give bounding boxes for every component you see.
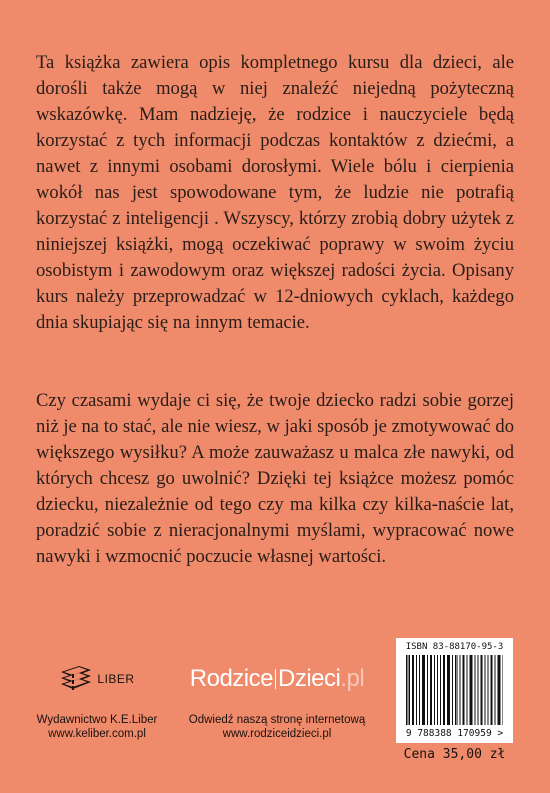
barcode-icon xyxy=(406,655,503,725)
publisher-name: Wydawnictwo K.E.Liber xyxy=(36,714,158,726)
partner-logo-part1: Rodzice xyxy=(189,665,273,692)
logo-separator xyxy=(275,669,276,689)
publisher-block xyxy=(22,650,172,740)
description-paragraph-1: Ta książka zawiera opis kompletnego kursu dla dzieci, ale dorośli także mogą w niej znaleźć niejedną pożyteczną wskazówkę. Mam nadzieję, że rodzice i nauczyciele będą korzystać z tych informacji podczas kontaktów z dziećmi, a nawet z innymi osobami dorosłymi. Wiele bólu i cierpienia wokół nas jest spowodowane tym, że ludzie nie potrafią korzystać z inteligencji . Wszyscy, którzy zrobią dobry użytek z niniejszej książki, mogą oczekiwać poprawy w swoim życiu osobistym i zawodowym oraz większej radości życia. Opisany kurs należy przeprowadzać w 12-dniowych cyklach, każdego dnia skupiając się na innym temacie. xyxy=(36,52,514,333)
partner-block xyxy=(172,650,382,740)
publisher-logo xyxy=(22,650,172,708)
partner-url: www.rodziceidzieci.pl xyxy=(222,728,332,740)
partner-logo-suffix: .pl xyxy=(340,665,365,692)
stacked-books-icon xyxy=(59,664,93,694)
barcode-box xyxy=(396,638,513,743)
description-paragraph-2: Czy czasami wydaje ci się, że twoje dziecko radzi sobie gorzej niż je na to stać, ale nie wiesz, w jaki sposób je zmotywować do większego wysiłku? A może zauważasz u malca złe nawyki, od których chcesz go uwolnić? Dzięki tej książce możesz pomóc dziecku, niezależnie od tego czy ma kilka czy kilka-naście lat, poradzić sobie z nieracjonalnymi myślami, wypracować nowe nawyki i wzmocnić poczucie własnej wartości. xyxy=(36,390,514,567)
partner-logo xyxy=(172,650,382,708)
partner-text: Odwiedź naszą stronę internetową xyxy=(188,714,366,726)
ean-label: 9 788388 170959 > xyxy=(405,728,504,739)
price-label: Cena 35,00 zł xyxy=(403,747,506,762)
publisher-logo-word: LIBER xyxy=(97,672,135,686)
partner-logo-part2: Dzieci xyxy=(278,665,341,692)
isbn-label: ISBN 83-88170-95-3 xyxy=(405,642,504,652)
publisher-url: www.keliber.com.pl xyxy=(48,728,146,740)
